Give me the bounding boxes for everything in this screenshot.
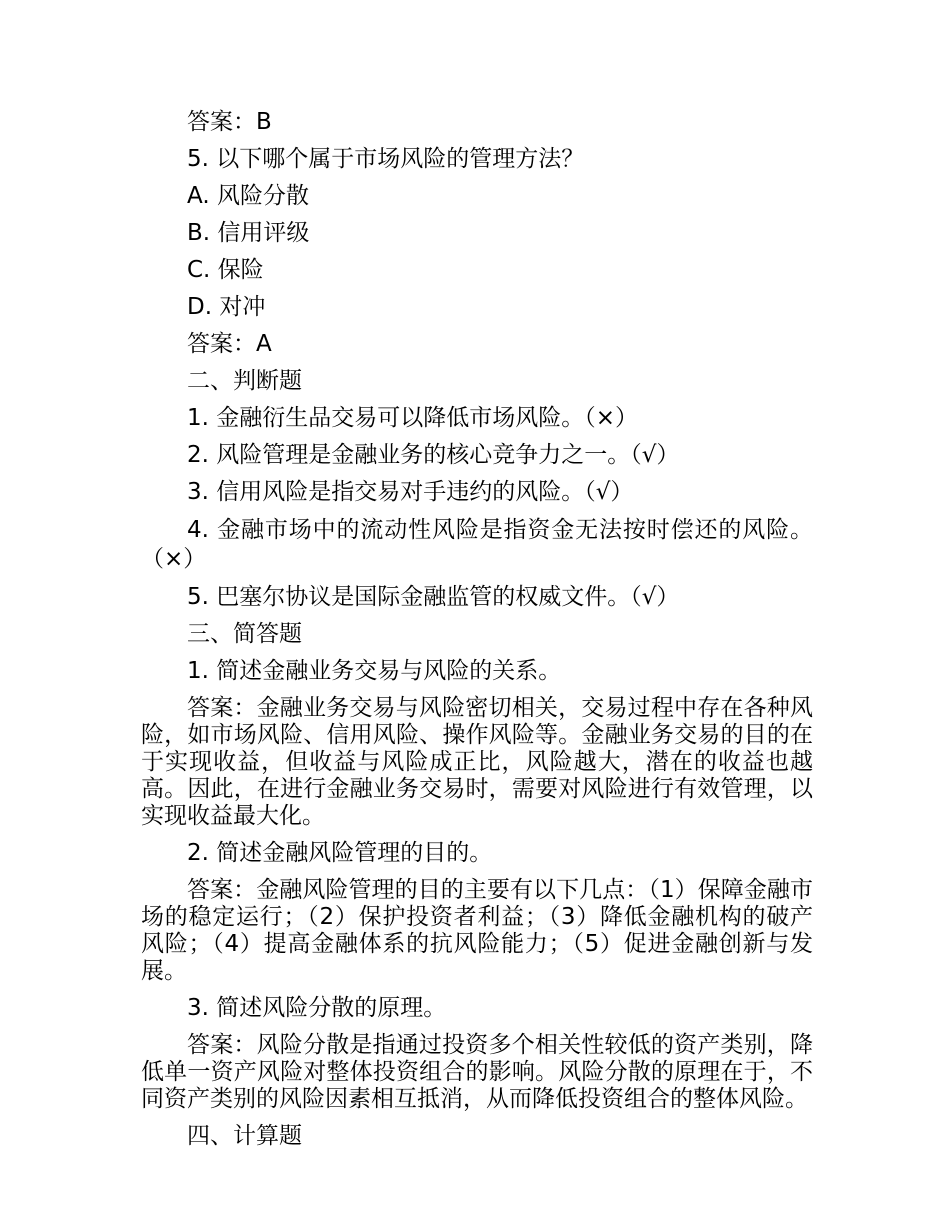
true-false-item-2: 2. 风险管理是金融业务的核心竞争力之一。（√） xyxy=(187,442,680,468)
short-answer-answer-1: 答案：金融业务交易与风险密切相关，交易过程中存在各种风险，如市场风险、信用风险、操作风险等。金融业务交易的目的在于实现收益，但收益与风险成正比，风险越大，潜在的收益也越高。因此，在进行金融业务交易时，需要对风险进行有效管理，以实现收益最大化。 xyxy=(141,695,813,829)
section-heading-short-answer: 三、简答题 xyxy=(187,621,302,647)
answer-line: 答案：A xyxy=(187,331,272,357)
answer-line: 答案：B xyxy=(187,109,272,135)
option-d: D. 对冲 xyxy=(187,294,266,320)
option-a: A. 风险分散 xyxy=(187,183,309,209)
section-heading-true-false: 二、判断题 xyxy=(187,368,302,394)
true-false-item-4: 4. 金融市场中的流动性风险是指资金无法按时偿还的风险。（×） xyxy=(141,517,813,572)
section-heading-calculation: 四、计算题 xyxy=(187,1123,302,1149)
short-answer-answer-3: 答案：风险分散是指通过投资多个相关性较低的资产类别，降低单一资产风险对整体投资组合的影响。风险分散的原理在于，不同资产类别的风险因素相互抵消，从而降低投资组合的整体风险。 xyxy=(141,1032,813,1112)
true-false-item-1: 1. 金融衍生品交易可以降低市场风险。（×） xyxy=(187,405,639,431)
short-answer-answer-2: 答案：金融风险管理的目的主要有以下几点：（1）保障金融市场的稳定运行；（2）保护投资者利益；（3）降低金融机构的破产风险；（4）提高金融体系的抗风险能力；（5）促进金融创新与发展。 xyxy=(141,877,813,984)
short-answer-question-1: 1. 简述金融业务交易与风险的关系。 xyxy=(187,658,562,684)
true-false-item-3: 3. 信用风险是指交易对手违约的风险。（√） xyxy=(187,479,634,505)
short-answer-question-3: 3. 简述风险分散的原理。 xyxy=(187,995,447,1021)
true-false-item-5: 5. 巴塞尔协议是国际金融监管的权威文件。（√） xyxy=(187,584,680,610)
document-page xyxy=(141,104,813,1155)
question-5: 5. 以下哪个属于市场风险的管理方法？ xyxy=(187,146,585,172)
option-c: C. 保险 xyxy=(187,257,264,283)
option-b: B. 信用评级 xyxy=(187,220,310,246)
short-answer-question-2: 2. 简述金融风险管理的目的。 xyxy=(187,840,493,866)
